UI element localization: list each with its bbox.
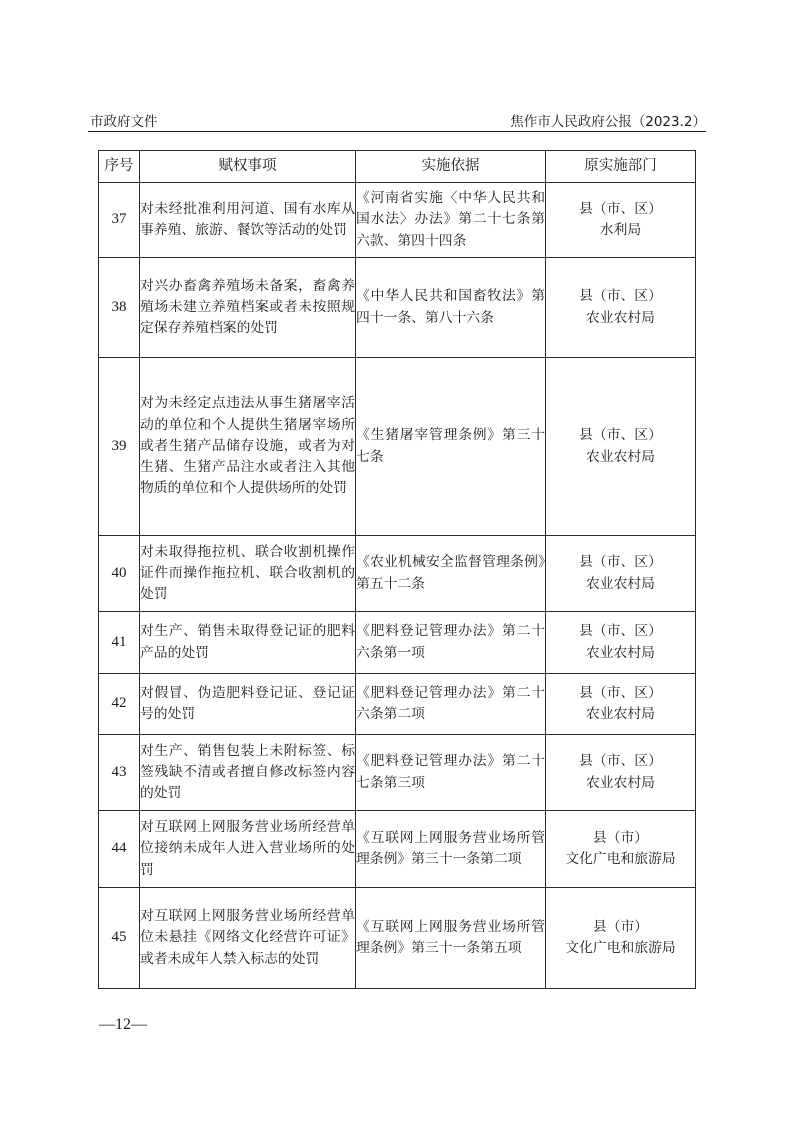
row-item: 对兴办畜禽养殖场未备案，畜禽养殖场未建立养殖档案或者未按照规定保存养殖档案的处罚 — [140, 258, 356, 358]
dept-level: 县（市、区） — [579, 684, 662, 701]
dept-name: 农业农村局 — [586, 774, 655, 791]
dept-level: 县（市、区） — [579, 753, 662, 770]
table-row — [99, 612, 696, 674]
row-item: 对为未经定点违法从事生猪屠宰活动的单位和个人提供生猪屠宰场所或者生猪产品储存设施，或者为对生猪、生猪产品注水或者注入其他物质的单位和个人提供场所的处罚 — [140, 358, 356, 536]
dept-name: 文化广电和旅游局 — [565, 940, 676, 956]
running-header — [88, 106, 706, 130]
page-number: —12— — [99, 1016, 147, 1033]
dept-level: 县（市、区） — [579, 427, 662, 444]
row-basis: 《肥料登记管理办法》第二十六条第二项 — [356, 674, 546, 735]
table-row — [99, 735, 696, 811]
header-publication-title: 焦作市人民政府公报（2023.2） — [510, 114, 706, 130]
table-row — [99, 183, 696, 258]
dept-level: 县（市、区） — [579, 623, 662, 640]
row-dept — [546, 358, 696, 536]
row-number: 43 — [99, 735, 140, 811]
table-row — [99, 536, 696, 612]
row-basis: 《中华人民共和国畜牧法》第四十一条、第八十六条 — [356, 258, 546, 358]
dept-level: 县（市） — [592, 918, 649, 935]
dept-level: 县（市、区） — [579, 554, 662, 571]
table-row — [99, 358, 696, 536]
row-number: 45 — [99, 888, 140, 989]
row-dept — [546, 811, 696, 888]
row-dept — [546, 258, 696, 358]
row-dept — [546, 735, 696, 811]
row-item: 对互联网上网服务营业场所经营单位未悬挂《网络文化经营许可证》或者未成年人禁入标志的处罚 — [140, 888, 356, 989]
row-basis: 《农业机械安全监督管理条例》第五十二条 — [356, 536, 546, 612]
row-basis: 《互联网上网服务营业场所管理条例》第三十一条第二项 — [356, 811, 546, 888]
table-header-row — [99, 151, 696, 183]
dept-name: 文化广电和旅游局 — [565, 851, 676, 867]
column-header-no: 序号 — [99, 151, 140, 183]
header-divider — [88, 131, 706, 132]
dept-name: 农业农村局 — [586, 644, 655, 661]
table-row — [99, 811, 696, 888]
table-row — [99, 258, 696, 358]
column-header-basis: 实施依据 — [356, 151, 546, 183]
row-basis: 《河南省实施〈中华人民共和国水法〉办法》第二十七条第六款、第四十四条 — [356, 183, 546, 258]
column-header-item: 赋权事项 — [140, 151, 356, 183]
row-item: 对生产、销售未取得登记证的肥料产品的处罚 — [140, 612, 356, 674]
dept-level: 县（市、区） — [579, 200, 662, 217]
row-number: 42 — [99, 674, 140, 735]
row-number: 40 — [99, 536, 140, 612]
row-number: 37 — [99, 183, 140, 258]
row-dept — [546, 674, 696, 735]
row-item: 对假冒、伪造肥料登记证、登记证号的处罚 — [140, 674, 356, 735]
dept-name: 农业农村局 — [586, 706, 655, 722]
row-basis: 《肥料登记管理办法》第二十七条第三项 — [356, 735, 546, 811]
dept-name: 农业农村局 — [586, 575, 655, 592]
dept-name: 农业农村局 — [586, 309, 655, 326]
dept-name: 水利局 — [599, 222, 642, 238]
row-number: 41 — [99, 612, 140, 674]
row-dept — [546, 888, 696, 989]
row-item: 对未经批准利用河道、国有水库从事养殖、旅游、餐饮等活动的处罚 — [140, 183, 356, 258]
row-item: 对互联网上网服务营业场所经营单位接纳未成年人进入营业场所的处罚 — [140, 811, 356, 888]
row-item: 对未取得拖拉机、联合收割机操作证件而操作拖拉机、联合收割机的处罚 — [140, 536, 356, 612]
row-basis: 《生猪屠宰管理条例》第三十七条 — [356, 358, 546, 536]
row-number: 44 — [99, 811, 140, 888]
table-row — [99, 674, 696, 735]
authorization-table — [98, 150, 696, 989]
row-dept — [546, 183, 696, 258]
row-number: 39 — [99, 358, 140, 536]
row-dept — [546, 536, 696, 612]
column-header-dept: 原实施部门 — [546, 151, 696, 183]
dept-level: 县（市、区） — [579, 288, 662, 305]
row-item: 对生产、销售包装上未附标签、标签残缺不清或者擅自修改标签内容的处罚 — [140, 735, 356, 811]
row-number: 38 — [99, 258, 140, 358]
row-basis: 《肥料登记管理办法》第二十六条第一项 — [356, 612, 546, 674]
dept-name: 农业农村局 — [586, 448, 655, 465]
dept-level: 县（市） — [592, 829, 649, 846]
row-basis: 《互联网上网服务营业场所管理条例》第三十一条第五项 — [356, 888, 546, 989]
table-row — [99, 888, 696, 989]
header-section-title: 市政府文件 — [90, 114, 158, 130]
row-dept — [546, 612, 696, 674]
